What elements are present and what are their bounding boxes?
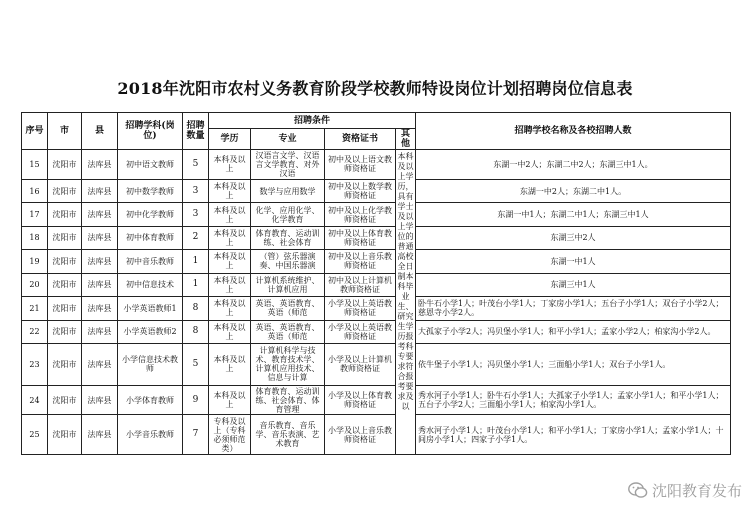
cell-subject: 小学音乐教师 xyxy=(118,415,183,455)
cell-education: 本科及以上 xyxy=(209,250,251,273)
cell-city: 沈阳市 xyxy=(48,179,82,202)
header-certificate: 资格证书 xyxy=(325,129,396,150)
cell-city: 沈阳市 xyxy=(48,273,82,296)
cell-certificate: 初中及以上数学教师资格证 xyxy=(325,179,396,202)
cell-major: 体育教育、运动训练、社会体育、体育管理 xyxy=(251,385,325,415)
cell-county: 法库县 xyxy=(82,415,118,455)
cell-education: 本科及以上 xyxy=(209,344,251,386)
cell-city: 沈阳市 xyxy=(48,415,82,455)
cell-schools: 东湖三中2人 xyxy=(416,226,731,249)
cell-city: 沈阳市 xyxy=(48,320,82,343)
cell-major: 计算机系统维护、计算机应用 xyxy=(251,273,325,296)
cell-certificate: 小学及以上体育教师资格证 xyxy=(325,385,396,415)
table-row xyxy=(22,344,731,386)
cell-certificate: 小学及以上英语教师资格证 xyxy=(325,297,396,320)
cell-county: 法库县 xyxy=(82,297,118,320)
cell-seq: 25 xyxy=(22,415,48,455)
cell-major: 体育教育、运动训练、社会体育 xyxy=(251,226,325,249)
cell-certificate: 小学及以上计算机教师资格证 xyxy=(325,344,396,386)
cell-certificate: 初中及以上音乐教师资格证 xyxy=(325,250,396,273)
table-row xyxy=(22,179,731,202)
cell-schools: 东湖一中1人 xyxy=(416,250,731,273)
cell-seq: 17 xyxy=(22,203,48,226)
cell-schools: 秀水河子小学1人；卧牛石小学1人；大孤家子小学1人；孟家小学1人；和平小学1人；五台子小学2人；三面船小学1人；柏家沟小学1人。 xyxy=(416,385,731,415)
cell-education: 本科及以上 xyxy=(209,273,251,296)
cell-city: 沈阳市 xyxy=(48,250,82,273)
cell-education: 本科及以上 xyxy=(209,150,251,180)
cell-major: 数学与应用数学 xyxy=(251,179,325,202)
cell-major: 英语、英语教育、英语（师范 xyxy=(251,320,325,343)
table-body xyxy=(22,150,731,455)
cell-count: 1 xyxy=(183,250,209,273)
cell-city: 沈阳市 xyxy=(48,226,82,249)
header-schools: 招聘学校名称及各校招聘人数 xyxy=(416,113,731,150)
cell-seq: 19 xyxy=(22,250,48,273)
wechat-icon xyxy=(628,482,648,499)
table-row xyxy=(22,273,731,296)
cell-count: 1 xyxy=(183,273,209,296)
cell-count: 5 xyxy=(183,150,209,180)
header-city: 市 xyxy=(48,113,82,150)
cell-count: 2 xyxy=(183,226,209,249)
cell-education: 本科及以上 xyxy=(209,385,251,415)
cell-seq: 15 xyxy=(22,150,48,180)
watermark-text: 沈阳教育发布 xyxy=(651,482,742,500)
header-count: 招聘数量 xyxy=(183,113,209,150)
cell-major: 音乐教育、音乐学、音乐表演、艺术教育 xyxy=(251,415,325,455)
cell-certificate: 初中及以上语文教师资格证 xyxy=(325,150,396,180)
cell-county: 法库县 xyxy=(82,344,118,386)
cell-city: 沈阳市 xyxy=(48,297,82,320)
cell-schools: 秀水河子小学1人；叶茂台小学1人；和平小学1人；丁家房小学1人；孟家小学1人；十间房小学1人；四家子小学1人。 xyxy=(416,415,731,455)
cell-subject: 初中化学教师 xyxy=(118,203,183,226)
cell-schools: 东湖一中2人；东湖二中1人。 xyxy=(416,179,731,202)
cell-schools: 东湖三中1人 xyxy=(416,273,731,296)
header-county: 县 xyxy=(82,113,118,150)
cell-county: 法库县 xyxy=(82,320,118,343)
table-row xyxy=(22,226,731,249)
cell-county: 法库县 xyxy=(82,385,118,415)
cell-count: 3 xyxy=(183,203,209,226)
page-title: 2018年沈阳市农村义务教育阶段学校教师特设岗位计划招聘岗位信息表 xyxy=(117,79,633,98)
cell-schools: 卧牛石小学1人；叶茂台小学1人；丁家房小学1人；五台子小学1人；双台子小学2人；慈恩寺小学2人。 xyxy=(416,297,731,320)
cell-subject: 初中信息技术 xyxy=(118,273,183,296)
cell-county: 法库县 xyxy=(82,226,118,249)
cell-count: 3 xyxy=(183,179,209,202)
header-seq: 序号 xyxy=(22,113,48,150)
cell-count: 7 xyxy=(183,415,209,455)
cell-education: 本科及以上 xyxy=(209,226,251,249)
table-row xyxy=(22,250,731,273)
cell-subject: 初中语文教师 xyxy=(118,150,183,180)
header-other: 其他 xyxy=(396,129,416,150)
cell-subject: 小学信息技术教师 xyxy=(118,344,183,386)
cell-major: 汉语言文学、汉语言文学教育、对外汉语 xyxy=(251,150,325,180)
cell-education: 本科及以上 xyxy=(209,297,251,320)
cell-subject: 小学英语教师2 xyxy=(118,320,183,343)
cell-city: 沈阳市 xyxy=(48,203,82,226)
cell-seq: 23 xyxy=(22,344,48,386)
header-major: 专业 xyxy=(251,129,325,150)
header-subject: 招聘学科(岗位) xyxy=(118,113,183,150)
cell-major: （管）弦乐器演奏、中国乐器演 xyxy=(251,250,325,273)
table-row xyxy=(22,415,731,455)
cell-major: 化学、应用化学、化学教育 xyxy=(251,203,325,226)
cell-county: 法库县 xyxy=(82,179,118,202)
cell-county: 法库县 xyxy=(82,273,118,296)
cell-education: 专科及以上（专科必须师范类） xyxy=(209,415,251,455)
cell-count: 9 xyxy=(183,385,209,415)
cell-seq: 24 xyxy=(22,385,48,415)
cell-count: 5 xyxy=(183,344,209,386)
cell-education: 本科及以上 xyxy=(209,320,251,343)
cell-subject: 初中体育教师 xyxy=(118,226,183,249)
cell-subject: 小学体育教师 xyxy=(118,385,183,415)
cell-city: 沈阳市 xyxy=(48,150,82,180)
cell-subject: 小学英语教师1 xyxy=(118,297,183,320)
cell-major: 英语、英语教育、英语（师范 xyxy=(251,297,325,320)
cell-subject: 初中音乐教师 xyxy=(118,250,183,273)
cell-seq: 22 xyxy=(22,320,48,343)
cell-education: 本科及以上 xyxy=(209,179,251,202)
watermark xyxy=(628,480,742,501)
table-row xyxy=(22,385,731,415)
cell-schools: 大孤家子小学2人；冯贝堡小学1人；和平小学1人；孟家小学2人；柏家沟小学2人。 xyxy=(416,320,731,343)
recruitment-table xyxy=(21,112,731,455)
header-row-1 xyxy=(22,113,731,129)
table-row xyxy=(22,320,731,343)
cell-certificate: 初中及以上体育教师资格证 xyxy=(325,226,396,249)
cell-seq: 18 xyxy=(22,226,48,249)
cell-subject: 初中数学教师 xyxy=(118,179,183,202)
cell-education: 本科及以上 xyxy=(209,203,251,226)
cell-schools: 依牛堡子小学1人；冯贝堡小学1人；三面船小学1人；双台子小学1人。 xyxy=(416,344,731,386)
cell-seq: 20 xyxy=(22,273,48,296)
cell-schools: 东湖一中2人；东湖二中2人；东湖三中1人。 xyxy=(416,150,731,180)
cell-major: 计算机科学与技术、教育技术学、计算机应用技术、信息与计算 xyxy=(251,344,325,386)
cell-county: 法库县 xyxy=(82,203,118,226)
table-row xyxy=(22,203,731,226)
cell-certificate: 小学及以上音乐教师资格证 xyxy=(325,415,396,455)
cell-other-requirements: 本科及以上学历，具有学士及以上学位的普通高校全日制本科毕业生、研究生学历报考科专要求符合报考要求及以 xyxy=(396,150,416,455)
cell-count: 8 xyxy=(183,320,209,343)
cell-city: 沈阳市 xyxy=(48,385,82,415)
cell-count: 8 xyxy=(183,297,209,320)
table-row xyxy=(22,150,731,180)
header-education: 学历 xyxy=(209,129,251,150)
cell-schools: 东湖一中1人；东湖二中1人；东湖三中1人 xyxy=(416,203,731,226)
cell-seq: 21 xyxy=(22,297,48,320)
cell-city: 沈阳市 xyxy=(48,344,82,386)
cell-seq: 16 xyxy=(22,179,48,202)
cell-certificate: 初中及以上化学教师资格证 xyxy=(325,203,396,226)
cell-certificate: 小学及以上英语教师资格证 xyxy=(325,320,396,343)
table-row xyxy=(22,297,731,320)
header-conditions: 招聘条件 xyxy=(209,113,416,129)
cell-county: 法库县 xyxy=(82,150,118,180)
cell-certificate: 初中及以上计算机教师资格证 xyxy=(325,273,396,296)
cell-county: 法库县 xyxy=(82,250,118,273)
